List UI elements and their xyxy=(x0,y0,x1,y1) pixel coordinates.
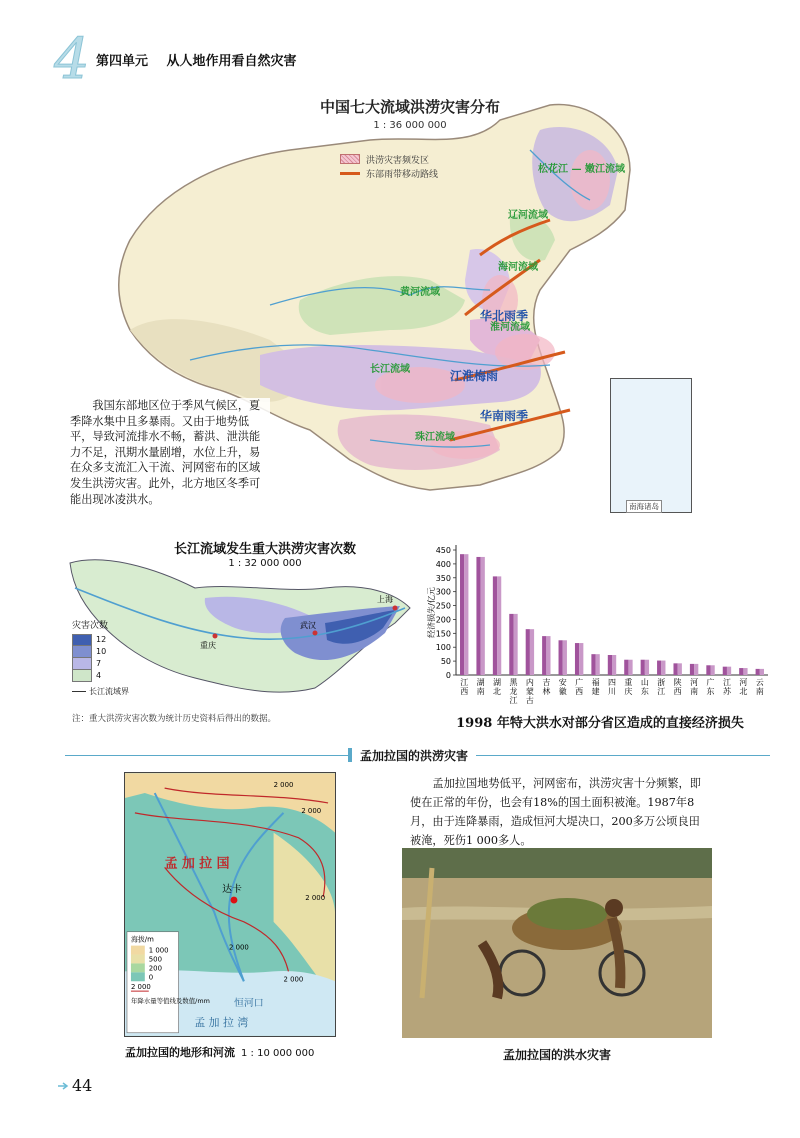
bar-highlight xyxy=(727,667,731,675)
legend-level-label: 10 xyxy=(96,647,107,656)
y-tick-label: 350 xyxy=(435,573,451,583)
category-label: 广西 xyxy=(575,678,584,696)
bar-highlight xyxy=(628,660,632,675)
china-map-scale: 1 : 36 000 000 xyxy=(373,120,447,131)
bar xyxy=(509,614,513,675)
photo-caption: 孟加拉国的洪水灾害 xyxy=(502,1048,611,1062)
bar-highlight xyxy=(481,557,485,675)
bar xyxy=(542,636,546,675)
loss-bar-chart xyxy=(420,540,780,710)
elev-level: 0 xyxy=(148,973,154,982)
yangtze-map-title: 长江流域发生重大洪涝灾害次数 xyxy=(173,542,356,557)
basin-label-pearl: 珠江流域 xyxy=(415,432,455,443)
city-dot-wuhan xyxy=(313,631,318,636)
bar xyxy=(690,664,694,675)
rain-label-north: 华北雨季 xyxy=(480,309,529,323)
contour-label: 2 000 xyxy=(229,943,249,952)
bar xyxy=(559,640,563,675)
category-label: 陕西 xyxy=(673,678,682,696)
city-label-chongqing: 重庆 xyxy=(200,641,216,650)
y-tick-label: 250 xyxy=(435,601,451,611)
bar xyxy=(673,663,677,675)
bar-highlight xyxy=(530,629,534,675)
bar xyxy=(641,660,645,675)
capital-label: 达卡 xyxy=(222,884,242,896)
bay-label: 孟 加 拉 湾 xyxy=(194,1015,249,1029)
bar-highlight xyxy=(546,636,550,675)
legend-level-label: 7 xyxy=(96,659,102,668)
category-label: 江西 xyxy=(460,678,469,696)
rain-label-south: 华南雨季 xyxy=(480,409,529,423)
bar-highlight xyxy=(596,654,600,675)
city-dot-chongqing xyxy=(213,634,218,639)
legend-level-label: 12 xyxy=(96,635,107,644)
yangtze-map-scale: 1 : 32 000 000 xyxy=(228,558,302,569)
legend-label-flood: 洪涝灾害频发区 xyxy=(366,155,430,166)
chart-caption: 1998 年特大洪水对部分省区造成的直接经济损失 xyxy=(456,716,744,731)
isohyet-label: 年降水量等值线及数值/mm xyxy=(130,997,210,1006)
river-mouth-label: 恒河口 xyxy=(233,998,264,1010)
elev-legend-title: 海拔/m xyxy=(130,935,154,944)
contour-label: 2 000 xyxy=(301,806,322,815)
bar xyxy=(591,654,595,675)
bangladesh-map-caption xyxy=(125,1044,314,1060)
map-caption-text: 孟加拉国的地形和河流 xyxy=(125,1046,235,1059)
category-label: 湖南 xyxy=(476,678,485,696)
bar-highlight xyxy=(678,663,682,675)
y-tick-label: 300 xyxy=(435,587,451,597)
bar xyxy=(575,643,579,675)
bar-highlight xyxy=(497,576,501,675)
city-label-wuhan: 武汉 xyxy=(300,621,316,630)
section-title: 孟加拉国的洪涝灾害 xyxy=(352,746,476,765)
category-label: 河南 xyxy=(690,678,699,696)
legend-color-12 xyxy=(72,634,92,646)
category-label: 河北 xyxy=(739,678,748,696)
elev-level: 500 xyxy=(148,955,162,964)
unit-header xyxy=(96,50,311,69)
south-china-sea-inset xyxy=(610,378,692,513)
bar xyxy=(493,576,497,675)
legend-color-7 xyxy=(72,658,92,670)
legend-color-10 xyxy=(72,646,92,658)
dhaka-dot xyxy=(230,897,237,904)
hatch-swatch xyxy=(340,154,360,164)
unit-label: 第四单元 xyxy=(96,54,149,69)
basin-label-hai: 海河流域 xyxy=(498,262,538,273)
y-tick-label: 200 xyxy=(435,615,451,625)
bar xyxy=(608,655,612,675)
category-label: 黑龙江 xyxy=(509,678,518,705)
bar xyxy=(706,665,710,675)
basin-label-songhua: 松花江 — 嫩江流域 xyxy=(538,164,625,175)
bar xyxy=(657,661,661,675)
legend-item-route xyxy=(340,166,438,180)
china-map-title: 中国七大流域洪涝灾害分布 xyxy=(319,98,500,116)
inset-label: 南海诸岛 xyxy=(626,500,662,513)
bar-highlight xyxy=(661,661,665,675)
category-label: 云南 xyxy=(755,678,764,696)
legend-color-4 xyxy=(72,670,92,682)
bar-highlight xyxy=(513,614,517,675)
bar xyxy=(460,554,464,675)
category-label: 内蒙古 xyxy=(525,678,534,705)
bar-highlight xyxy=(760,669,764,675)
category-label: 江苏 xyxy=(722,678,731,696)
route-swatch xyxy=(340,172,360,175)
yangtze-legend-labels xyxy=(96,634,106,682)
category-label: 重庆 xyxy=(624,678,633,696)
category-label: 吉林 xyxy=(542,678,551,696)
contour-label: 2 000 xyxy=(273,781,294,790)
bar xyxy=(739,668,743,675)
city-dot-shanghai xyxy=(393,606,398,611)
bar xyxy=(526,629,530,675)
basin-label-yangtze: 长江流域 xyxy=(370,364,410,375)
isohyet-value: 2 000 xyxy=(130,983,151,992)
bar xyxy=(624,660,628,675)
category-label: 山东 xyxy=(640,678,649,696)
y-tick-label: 150 xyxy=(435,629,451,639)
y-tick-label: 400 xyxy=(435,559,451,569)
legend-level-label: 4 xyxy=(96,671,102,680)
basin-label-huai: 淮河流域 xyxy=(490,322,530,333)
category-label: 湖北 xyxy=(493,678,502,696)
category-label: 四川 xyxy=(608,678,616,696)
basin-label-yellow: 黄河流域 xyxy=(400,287,440,298)
yangtze-legend xyxy=(72,618,129,697)
bar xyxy=(723,667,727,675)
category-label: 广东 xyxy=(706,678,715,696)
bangladesh-description: 孟加拉国地势低平，河网密布，洪涝灾害十分频繁，即使在正常的年份，也会有18%的国土面积被淹。1987年8月，由于连降暴雨，造成恒河大堤决口，200多万公顷良田被淹，死伤1 000多人。 xyxy=(410,777,701,847)
bar-highlight xyxy=(563,640,567,675)
map-caption-scale: 1 : 10 000 000 xyxy=(241,1048,315,1059)
unit-number-graphic xyxy=(50,28,92,86)
city-label-shanghai: 上海 xyxy=(377,595,393,604)
bar-highlight xyxy=(711,665,715,675)
boundary-label: 长江流域界 xyxy=(89,687,129,696)
china-map-legend xyxy=(340,152,438,180)
elev-level: 200 xyxy=(148,964,162,973)
y-tick-label: 100 xyxy=(435,643,451,653)
bar-highlight xyxy=(694,664,698,675)
bar-highlight xyxy=(743,668,747,675)
bangladesh-map xyxy=(124,772,336,1037)
yangtze-legend-scale xyxy=(72,634,129,682)
category-label: 福建 xyxy=(591,678,600,696)
page-arrow-icon xyxy=(58,1082,70,1090)
bar-highlight xyxy=(612,655,616,675)
bar xyxy=(756,669,760,675)
country-label: 孟 加 拉 国 xyxy=(164,856,230,872)
y-tick-label: 0 xyxy=(445,671,451,680)
contour-label: 2 000 xyxy=(283,975,304,984)
yangtze-boundary-legend xyxy=(72,686,129,697)
unit-title: 从人地作用看自然灾害 xyxy=(166,54,297,69)
yangtze-legend-colors xyxy=(72,634,92,682)
page-number: 44 xyxy=(72,1076,93,1095)
yangtze-legend-title: 灾害次数 xyxy=(72,621,109,631)
flood-cause-description: 我国东部地区位于季风气候区，夏季降水集中且多暴雨。又由于地势低平，导致河流排水不畅，蓄洪、泄洪能力不足，汛期水量剧增，水位上升，易在众多支流汇入干流、河网密布的区域发生洪涝灾害。此外，北方地区冬季可能出现冰凌洪水。 xyxy=(70,398,270,507)
yangtze-note: 注：重大洪涝灾害次数为统计历史资料后得出的数据。 xyxy=(72,714,277,724)
category-label: 浙江 xyxy=(657,678,666,696)
y-tick-label: 50 xyxy=(440,657,451,667)
legend-item-flood xyxy=(340,152,438,166)
unit-number: 4 xyxy=(54,28,90,86)
bar-highlight xyxy=(645,660,649,675)
y-axis-label: 经济损失/亿元 xyxy=(427,587,436,638)
flood-photo xyxy=(402,848,712,1038)
legend-label-route: 东部雨带移动路线 xyxy=(366,169,439,180)
category-label: 安徽 xyxy=(558,678,567,696)
bar-highlight xyxy=(579,643,583,675)
bar xyxy=(476,557,480,675)
y-tick-label: 450 xyxy=(435,546,451,555)
rain-label-meiyu: 江淮梅雨 xyxy=(450,369,499,383)
basin-label-liao: 辽河流域 xyxy=(508,210,548,221)
elev-level: 1 000 xyxy=(148,946,169,955)
bar-highlight xyxy=(464,554,468,675)
contour-label: 2 000 xyxy=(305,894,326,903)
